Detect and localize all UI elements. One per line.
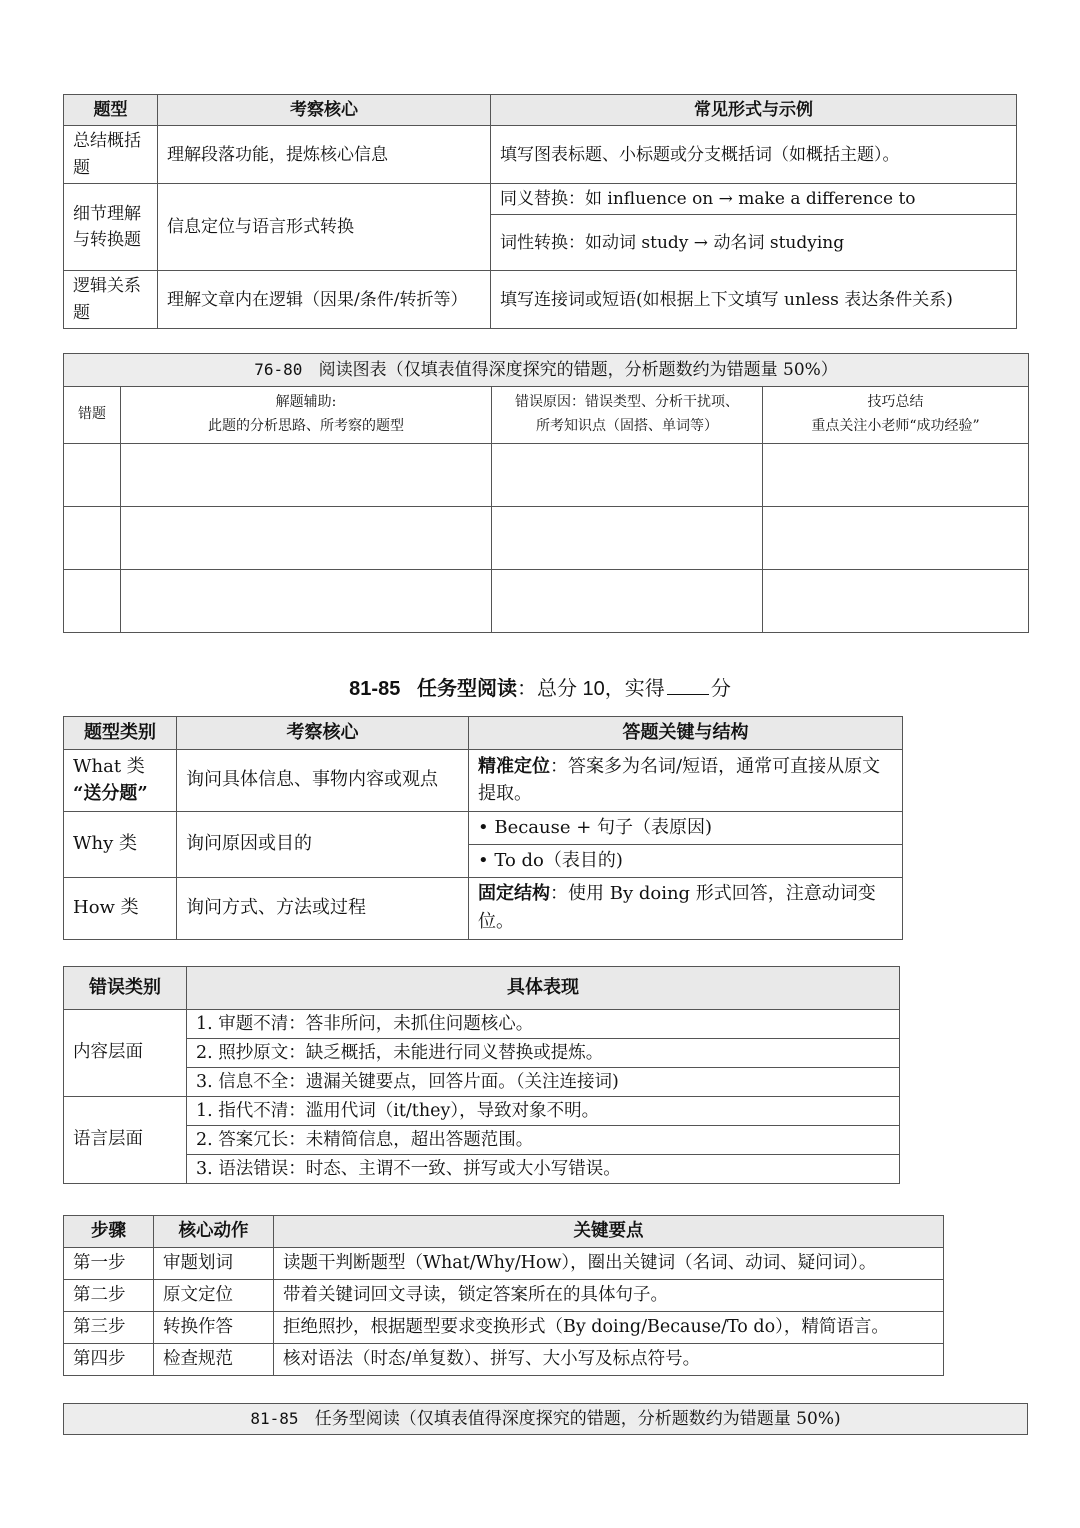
col-tips-line1: 技巧总结 — [867, 394, 924, 411]
blank-row — [64, 444, 1029, 507]
header-key: 答题关键与结构 — [469, 717, 903, 750]
col-solution-aid-line1: 解题辅助: — [275, 394, 337, 411]
error-item: 2. 答案冗长：未精简信息，超出答题范围。 — [187, 1126, 900, 1155]
category-language: 语言层面 — [64, 1097, 187, 1184]
error-item: 3. 语法错误：时态、主谓不一致、拼写或大小写错误。 — [187, 1155, 900, 1184]
what-type: What 类 — [73, 755, 145, 777]
blank-cell[interactable] — [64, 570, 121, 633]
mistake-log-title — [64, 1404, 1028, 1435]
col-solution-aid-line2: 此题的分析思路、所考察的题型 — [208, 418, 404, 434]
task-reading-types-table — [63, 716, 903, 940]
mistake-log-table-76-80 — [63, 353, 1029, 633]
why-core: 询问原因或目的 — [177, 811, 469, 877]
why-key1: • Because + 句子（表原因) — [469, 811, 903, 844]
blank-row — [64, 570, 1029, 633]
error-item: 1. 审题不清：答非所问，未抓住问题核心。 — [187, 1010, 900, 1039]
blank-row — [64, 507, 1029, 570]
section-score-unit: 分 — [710, 678, 731, 700]
row-example: 填写图表标题、小标题或分支概括词（如概括主题）。 — [491, 126, 1017, 184]
col-solution-aid — [121, 387, 492, 444]
blank-cell[interactable] — [763, 570, 1029, 633]
title-text: 阅读图表（仅填表值得深度探究的错题，分析题数约为错题量 50%） — [318, 359, 838, 380]
row-example: 填写连接词或短语(如根据上下文填写 unless 表达条件关系) — [491, 271, 1017, 329]
mistake-log-title — [64, 354, 1029, 387]
step-label: 第三步 — [64, 1312, 154, 1344]
header-examples: 常见形式与示例 — [491, 95, 1017, 126]
row-example: 同义替换：如 influence on → make a difference to — [491, 184, 1017, 215]
blank-cell[interactable] — [64, 444, 121, 507]
why-key2: • To do（表目的) — [469, 844, 903, 877]
col-tips-line2: 重点关注小老师“成功经验” — [811, 418, 980, 434]
title-number: 81-85 — [250, 1409, 299, 1428]
header-points: 关键要点 — [274, 1216, 944, 1248]
step-label: 第一步 — [64, 1248, 154, 1280]
answer-steps-table — [63, 1215, 944, 1376]
blank-cell[interactable] — [763, 507, 1029, 570]
blank-cell[interactable] — [121, 570, 492, 633]
error-item: 1. 指代不清：滥用代词（it/they），导致对象不明。 — [187, 1097, 900, 1126]
how-key — [469, 877, 903, 939]
what-key-bold: 精准定位 — [478, 755, 550, 777]
header-action: 核心动作 — [154, 1216, 274, 1248]
row-type: 细节理解与转换题 — [64, 184, 158, 271]
blank-cell[interactable] — [492, 570, 763, 633]
error-item: 3. 信息不全：遗漏关键要点，回答片面。（关注连接词) — [187, 1068, 900, 1097]
step-action: 原文定位 — [154, 1280, 274, 1312]
how-core: 询问方式、方法或过程 — [177, 877, 469, 939]
what-key — [469, 749, 903, 811]
step-action: 检查规范 — [154, 1344, 274, 1376]
header-step: 步骤 — [64, 1216, 154, 1248]
row-example: 词性转换：如动词 study → 动名词 studying — [491, 215, 1017, 271]
blank-cell[interactable] — [121, 444, 492, 507]
blank-cell[interactable] — [492, 507, 763, 570]
how-key-bold: 固定结构 — [478, 883, 550, 905]
step-action: 审题划词 — [154, 1248, 274, 1280]
section-number: 81-85 — [349, 678, 401, 700]
blank-cell[interactable] — [763, 444, 1029, 507]
mistake-log-table-81-85 — [63, 1403, 1028, 1435]
step-point: 带着关键词回文寻读，锁定答案所在的具体句子。 — [274, 1280, 944, 1312]
row-core: 理解文章内在逻辑（因果/条件/转折等） — [158, 271, 491, 329]
col-mistake: 错题 — [64, 387, 121, 444]
header-core: 考察核心 — [158, 95, 491, 126]
what-sub: “送分题” — [73, 783, 148, 805]
score-blank[interactable] — [667, 674, 709, 695]
how-key-rest: ：使用 By doing 形式回答，注意动词变位。 — [478, 883, 876, 933]
title-number: 76-80 — [254, 359, 303, 379]
header-category: 题型类别 — [64, 717, 177, 750]
section-score-text: ：总分 10，实得 — [517, 678, 665, 700]
section-name: 任务型阅读 — [417, 678, 517, 700]
why-type: Why 类 — [64, 811, 177, 877]
row-type: 逻辑关系题 — [64, 271, 158, 329]
section-heading-81-85 — [0, 672, 1080, 701]
category-content: 内容层面 — [64, 1010, 187, 1097]
step-point: 核对语法（时态/单复数）、拼写、大小写及标点符号。 — [274, 1344, 944, 1376]
col-error-reason — [492, 387, 763, 444]
how-type: How 类 — [64, 877, 177, 939]
header-manifestation: 具体表现 — [187, 967, 900, 1010]
step-point: 拒绝照抄，根据题型要求变换形式（By doing/Because/To do），精简语言。 — [274, 1312, 944, 1344]
what-core: 询问具体信息、事物内容或观点 — [177, 749, 469, 811]
col-error-reason-line1: 错误原因：错误类型、分析干扰项、 — [515, 394, 739, 411]
row-core: 理解段落功能，提炼核心信息 — [158, 126, 491, 184]
what-key-rest: ：答案多为名词/短语，通常可直接从原文提取。 — [478, 755, 881, 805]
header-core: 考察核心 — [177, 717, 469, 750]
step-label: 第四步 — [64, 1344, 154, 1376]
what-type-cell — [64, 749, 177, 811]
title-text: 任务型阅读（仅填表值得深度探究的错题，分析题数约为错题量 50%) — [314, 1409, 841, 1429]
blank-cell[interactable] — [64, 507, 121, 570]
row-type: 总结概括题 — [64, 126, 158, 184]
col-error-reason-line2: 所考知识点（固搭、单词等） — [536, 418, 718, 434]
step-point: 读题干判断题型（What/Why/How），圈出关键词（名词、动词、疑问词）。 — [274, 1248, 944, 1280]
question-type-table — [63, 94, 1017, 329]
step-label: 第二步 — [64, 1280, 154, 1312]
col-tips — [763, 387, 1029, 444]
error-item: 2. 照抄原文：缺乏概括，未能进行同义替换或提炼。 — [187, 1039, 900, 1068]
header-type: 题型 — [64, 95, 158, 126]
row-core: 信息定位与语言形式转换 — [158, 184, 491, 271]
blank-cell[interactable] — [492, 444, 763, 507]
blank-cell[interactable] — [121, 507, 492, 570]
header-error-category: 错误类别 — [64, 967, 187, 1010]
step-action: 转换作答 — [154, 1312, 274, 1344]
error-category-table — [63, 966, 900, 1184]
